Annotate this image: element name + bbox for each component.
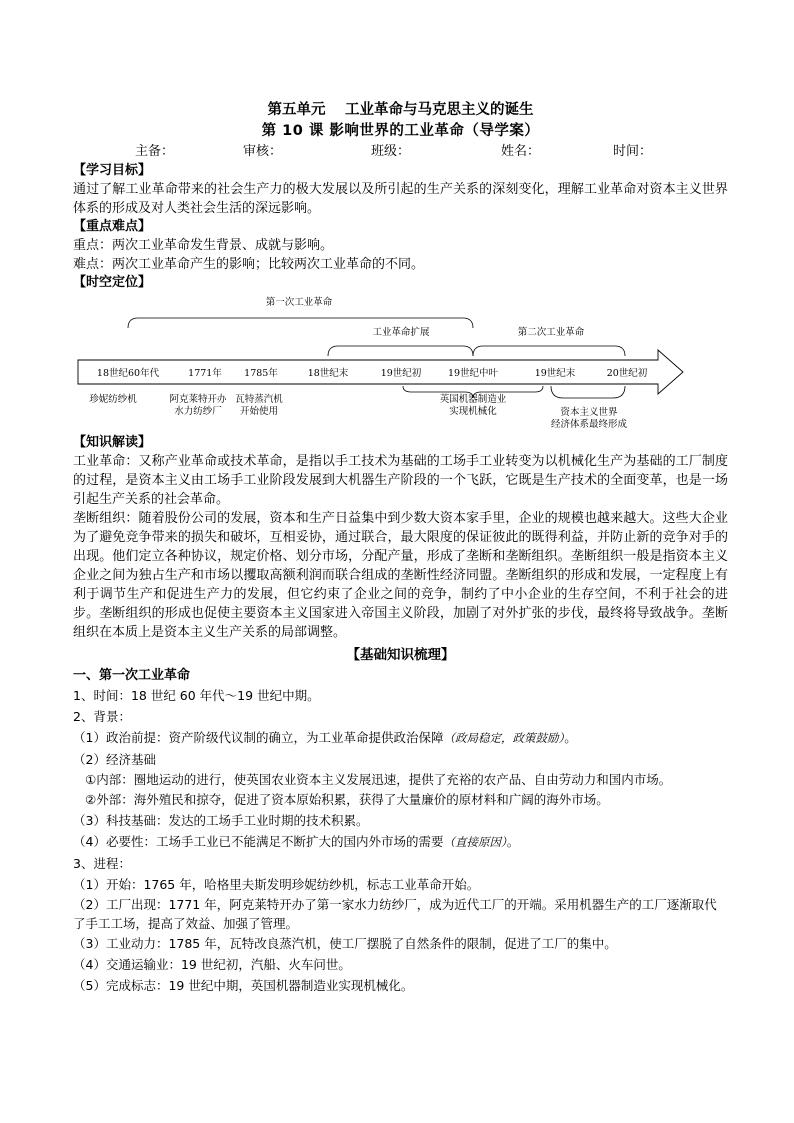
point-19c-start: 19世纪初 — [380, 368, 422, 379]
meta-time: 时间： — [613, 144, 653, 159]
term-industrial-revolution: 工业革命 — [73, 454, 126, 469]
meta-editor: 主备： — [135, 144, 175, 159]
point-1785: 1785年 — [244, 368, 278, 379]
point-20c-start: 20世纪初 — [606, 368, 648, 379]
item-time: 1、时间：18 世纪 60 年代～19 世纪中期。 — [73, 688, 320, 703]
bg-political: （1）政治前提：资产阶级代议制的确立，为工业革命提供政治保障（政局稳定，政策鼓励）。 — [73, 730, 577, 745]
brace-expand — [328, 346, 473, 356]
event-arkwright-1: 阿克莱特开办 — [169, 394, 227, 405]
bg-economic-external: ②外部：海外殖民和掠夺，促进了资本原始积累，获得了大量廉价的原材料和广阔的海外市场。 — [85, 792, 609, 807]
point-1771: 1771年 — [188, 368, 222, 379]
keypoints-difficult: 难点：两次工业革命产生的影响；比较两次工业革命的不同。 — [73, 257, 425, 272]
point-19c-end: 19世纪末 — [534, 368, 576, 379]
span-label-second: 第二次工业革命 — [517, 327, 585, 338]
item-process: 3、进程： — [73, 856, 131, 871]
goals-text: 通过了解工业革命带来的社会生产力的极大发展以及所引起的生产关系的深刻变化，理解工业革命对资本主义世界体系的形成及对人类社会生活的深远影响。 — [73, 182, 728, 216]
event-world-system-2: 经济体系最终形成 — [550, 419, 628, 430]
event-jenny: 珍妮纺纱机 — [89, 394, 137, 405]
keypoints-key: 重点：两次工业革命发生背景、成就与影响。 — [73, 238, 334, 253]
section-first-revolution: 一、第一次工业革命 — [73, 668, 191, 683]
brace-world-system — [551, 386, 625, 398]
event-arkwright-2: 水力纺纱厂 — [174, 406, 222, 417]
point-1760s: 18世纪60年代 — [96, 368, 160, 379]
lesson-title: 第 10 课 影响世界的工业革命（导学案） — [261, 123, 540, 139]
basics-heading: 【基础知识梳理】 — [346, 647, 455, 663]
knowledge-industrial-revolution: 工业革命：又称产业革命或技术革命，是指以手工技术为基础的工场手工业转变为以机械化生产为基础的工厂制度的过程，是资本主义由工场手工业阶段发展到大机器生产阶段的一个飞跃，它既是生产技术的全面变革，也是一场引起生产关系的社会革命。 — [73, 454, 728, 507]
point-18c-end: 18世纪末 — [307, 368, 349, 379]
keypoints-heading: 【重点难点】 — [73, 219, 152, 234]
item-background: 2、背景： — [73, 709, 131, 724]
knowledge-monopoly: 垄断组织：随着股份公司的发展，资本和生产日益集中到少数大资本家手里，企业的规模也越来越大。这些大企业为了避免竞争带来的损失和破坏，互相妥协，通过联合，最大限度的保证彼此的既得利益，并防止新的竞争对手的出现。他们定立各种协议，规定价格、划分市场，分配产量，形成了垄断和垄断组织。垄断组织一般是指资本主义企业之间为独占生产和市场以攫取高额利润而联合组成的垄断性经济同盟。垄断组织的形成和发展，一定程度上有利于调节生产和促进生产力的发展，但它约束了企业之间的竞争，制约了中小企业的生存空间，不利于社会的进步。垄断组织的形成也促使主要资本主义国家进入帝国主义阶段，加剧了对外扩张的步伐，最终将导致战争。垄断组织在本质上是资本主义生产关系的局部调整。 — [73, 511, 728, 640]
bg-economic: （2）经济基础 — [73, 752, 156, 767]
process-power: （3）工业动力：1785 年，瓦特改良蒸汽机，使工厂摆脱了自然条件的限制，促进了工厂的集中。 — [73, 936, 617, 951]
process-transport: （4）交通运输业：19 世纪初，汽船、火车问世。 — [73, 957, 351, 972]
process-completion: （5）完成标志：19 世纪中期，英国机器制造业实现机械化。 — [73, 978, 414, 993]
bg-economic-internal: ①内部：圈地运动的进行，使英国农业资本主义发展迅速，提供了充裕的农产品、自由劳动力和国内市场。 — [85, 772, 672, 787]
event-watt-2: 开始使用 — [239, 406, 279, 417]
meta-reviewer: 审核： — [243, 144, 283, 159]
timeline-diagram — [73, 294, 728, 434]
span-label-first: 第一次工业革命 — [265, 297, 333, 308]
goals-heading: 【学习目标】 — [73, 163, 152, 178]
meta-row — [73, 142, 728, 162]
point-19c-mid: 19世纪中叶 — [447, 368, 499, 379]
event-mechanization-2: 实现机械化 — [449, 406, 497, 417]
event-watt-1: 瓦特蒸汽机 — [235, 394, 283, 405]
process-start: （1）开始：1765 年，哈格里夫斯发明珍妮纺纱机，标志工业革命开始。 — [73, 877, 480, 892]
meta-name: 姓名： — [501, 144, 541, 159]
timeline-heading: 【时空定位】 — [73, 275, 152, 290]
document-page — [73, 100, 728, 996]
event-mechanization-1: 英国机器制造业 — [439, 394, 507, 405]
unit-title: 第五单元 工业革命与马克思主义的诞生 — [267, 102, 534, 118]
event-world-system-1: 资本主义世界 — [560, 407, 618, 418]
knowledge-heading: 【知识解读】 — [73, 435, 152, 450]
span-label-expand: 工业革命扩展 — [372, 327, 430, 338]
meta-class: 班级： — [371, 144, 411, 159]
bg-necessity: （4）必要性：工场手工业已不能满足不断扩大的国内外市场的需要（直接原因）。 — [73, 834, 520, 849]
bg-technology: （3）科技基础：发达的工场手工业时期的技术积累。 — [73, 813, 369, 828]
term-monopoly: 垄断组织 — [73, 511, 126, 526]
brace-second — [473, 346, 625, 356]
process-factory: （2）工厂出现：1771 年，阿克莱特开办了第一家水力纺纱厂，成为近代工厂的开端。采用机器生产的工厂逐渐取代了手工工场，提高了效益、加强了管理。 — [73, 897, 717, 931]
